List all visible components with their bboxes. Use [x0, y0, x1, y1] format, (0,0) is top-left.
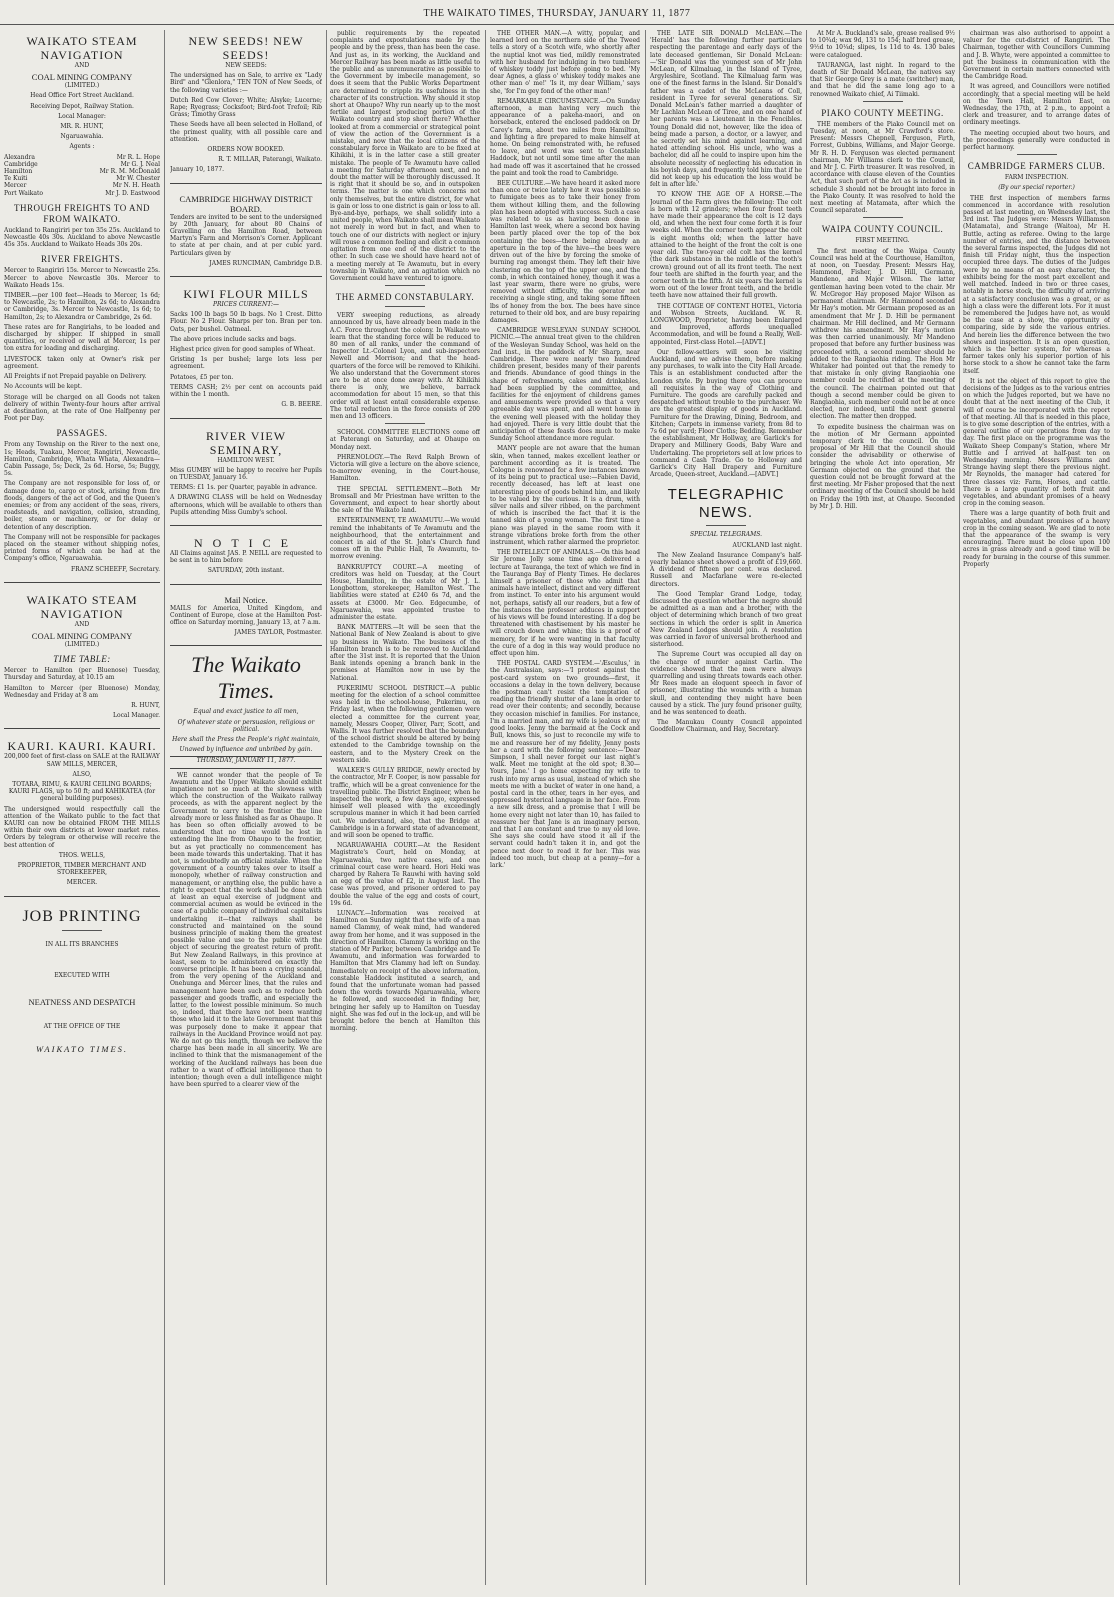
- seeds-title: NEW SEEDS! NEW SEEDS!: [188, 34, 304, 62]
- farm-subheading: FARM INSPECTION.: [1004, 174, 1069, 182]
- telegram-item: The Good Templar Grand Lodge, today, discussed the question whether the negro should be admitted as a man and a brother, with the object of determining which branch of two great sections in which the order is split in America New Zealand Lodges should join. A resolution was carried in favor of universal brotherhood and sisterhood.: [650, 590, 802, 649]
- kiwi-note: The above prices include sacks and bags.: [170, 335, 297, 343]
- editorial-text: WE cannot wonder that the people of Te Awamutu and the Upper Waikato should exhibit impatience not so much at the slowness with which the construction of the Waikato railway proceeds, as with the apparent neglect by the Government to carry to the frontier the line already more or less finished as far as Ohaupo. It has been so often officially avowed to be understood that no time would be lost in extending the line from Ohaupo to the frontier, but as yet practically no commencement has been made towards this undertaking. That it has not, is undoubtedly an official mistake. When the government of a country takes over to itself a monopoly, whether of railway construction and management, or anything else, the public have a right to expect that the work shall be done with at least an equal exercise of judgment and commercial acumen as would be evinced in the case of a public company of individual capitalists undertaking it—that railways shall be constructed and maintained on the sound business principle of making them the greatest possible value and use to the public with the object of securing the greatest return of profit. But New Zealand Railways, in this province at least, seem to be administered on exactly the converse principle. It has been a crying scandal, from the very opening of the Auckland and Onehunga and Mercer lines, that the rules and management have been such as to reduce both passenger and goods traffic, and especially the latter, to the lowest possible minimum. So much so, indeed, that there have not been wanting those who laid it to the late Government that this was purposely done to make it appear that railways in the Auckland Province would not pay. We do not go this length, though we believe the charge has been made in all sincerity. We are inclined to think that the mismanagement of the working of the Auckland railways has been due rather to a want of official intelligence than to intention; though even a dull intelligence might have been spurred to a clearer view of the: [170, 771, 322, 1089]
- article-text: To expedite business the chairman was on the motion of Mr Germann appointed temporary clerk to the council. On the proposal of Mr Hill that the Council should consider the advisability or otherwise of bringing the whole Act into operation, Mr Germann objected on the ground that the question could not be brought forward at the first meeting. Mr Fisher proposed that the next ordinary meeting of the Council should be held on Friday the 19th inst, at Ohaupo. Seconded by Mr J. D. Hill.: [810, 423, 955, 510]
- local-news-item: BANKRUPTCY COURT.—A meeting of creditors was held on Tuesday, at the Court House, Hamilton, in the estate of Mr J. L. Longbottom, storekeeper, Hamilton West. The liabilities were stated at £240 6s 7d, and the assets at £3000. Mr Geo. Edgecumbe, of Ngaruawahia, was appointed trustee to administer the estate.: [330, 563, 480, 622]
- kiwi-price-table: Sacks 100 lb bags 50 lb bags. No 1 Crest. Ditto Flour. No 2 Flour. Sharps per ton. Bran per ton. Oats, per bushel. Oatmeal.: [170, 311, 322, 333]
- kauri-ad: [4, 735, 160, 896]
- fares-heading: THROUGH FREIGHTS TO AND FROM WAIKATO.: [14, 202, 150, 224]
- fares-text: Auckland to Rangiriri per ton 35s 25s. Auckland to Newcastle 40s 30s. Auckland to above Newcastle 45s 35s. Auckland to Waikato Heads 30s 20s.: [4, 226, 160, 249]
- kiwi-prices-heading: PRICES CURRENT:—: [212, 301, 280, 309]
- column-rule: [806, 30, 807, 1585]
- kiwi-note: Potatoes, £5 per ton.: [170, 373, 234, 381]
- article-text: THE members of the Piako Council met on Tuesday, at noon, at Mr Crawford's store. Present: Messrs Chepnell, Ferguson, Firth, Forrest, Gubbins, Williams, and Major George. Mr R. H. D. Ferguson was elected permanent chairman, Mr Williams clerk to the Council, and Mr J. C. Firth treasurer. It was resolved, in accordance with clause eleven of the Counties Act, that such part of the Act as is included in schedule 3 should not be brought into force in the Piako County. It was resolved to hold the next meeting at Matamata, after which the Council separated.: [810, 120, 955, 215]
- note-text: Storage will be charged on all Goods not taken delivery of within Twenty-four hours after arrival at destination, at the rate of One Halfpenny per Foot per Day.: [4, 393, 160, 423]
- divider: [863, 217, 903, 218]
- divider: [385, 285, 425, 286]
- kauri-subtitle: 200,000 feet of first-class on SALE at the RAILWAY SAW MILLS, MERCER,: [4, 753, 160, 768]
- local-news-item: THE SPECIAL SETTLEMENT.—Both Mr Bromsall and Mr Priestman have written to the Government, and expect to hear shortly about the sale of the Waikato land.: [330, 485, 480, 515]
- article-text: The meeting occupied about two hours, and the proceedings generally were conducted in perfect harmony.: [963, 129, 1110, 152]
- riverview-title: RIVER VIEW SEMINARY,: [205, 428, 287, 457]
- kiwi-note: Gristing 1s per bushel; large lots less per agreement.: [170, 356, 322, 371]
- local-news-item: SCHOOL COMMITTEE ELECTIONS come off at Paterangi on Saturday, and at Ohaupo on Monday next.: [330, 429, 480, 451]
- notice-date: SATURDAY, 20th instant.: [207, 567, 285, 575]
- masthead-rule: [0, 24, 1114, 25]
- river-text: Mercer to Rangiriri 15s. Mercer to Newcastle 25s. Mercer to above Newcastle 30s. Mercer to Waikato Heads 15s.: [4, 267, 160, 289]
- column-rule: [645, 30, 646, 1585]
- manager-name: MR. R. HUNT,: [60, 123, 104, 131]
- article-text: It is not the object of this report to give the decisions of the Judges as to the various entries on which the Judges reported, but we have no doubt that at the next meeting of the Club, it will of course be incorporated with the report of that meeting. All that is needed in this place, is to give some description of the entries, with a general outline of our operations from day to day. The first place on the programme was the Waikato Sheep Company's Station, where Mr Buttle and I arrived at half-past ten on Wednesday morning. Messrs Williams and Strange having slept there the previous night. Mr Reynolds, the manager had catered for three classes viz: Farm, Horses, and cattle. There is a large quantity of both fruit and vegetables, and abundant promises of a heavy crop in the coming season.: [963, 377, 1110, 508]
- agents-label: Agents :: [69, 143, 95, 151]
- agent-row: Hamilton Mr R. M. McDonald: [4, 168, 160, 176]
- armed-constabulary-heading: THE ARMED CONSTABULARY.: [335, 292, 475, 303]
- seeds-list: Dutch Red Cow Clover; White; Alsyke; Lucerne; Rape; Ryegrass; Cocksfoot; Bird-foot Trefoil; Rib Grass; Timothy Grass: [170, 96, 322, 119]
- job-printing-title: JOB PRINTING: [22, 907, 142, 925]
- riverview-text: Miss GUMBY will be happy to receive her Pupils on TUESDAY, January 16.: [170, 466, 322, 481]
- agent-row: Te Kuiti Mr W. Chester: [4, 175, 160, 183]
- news-item: MANY people are not aware that the human skin, when tanned, makes excellent leather or parchment according as it is treated. The Cologne is renowned for a few instances known of its being put to practical use:—Fabien David, recently deceased, has left at least one interesting piece of goods behind him, and likely to be valued by the curious. It is a drum, with silver nails and silver ribbed, on the parchment of which is inscribed the fact that it is the tanned skin of a young woman. The first time a piano was played in the same room with it strange vibrations broke forth from the other instrument, which rather alarmed the proprietor.: [490, 445, 640, 547]
- ad-title: WAIKATO STEAM NAVIGATION: [26, 592, 138, 621]
- column-rule: [485, 30, 486, 1585]
- column-rule: [326, 30, 327, 1585]
- news-item: CAMBRIDGE WESLEYAN SUNDAY SCHOOL PICNIC.—The annual treat given to the children of the Wesleyan Sunday School, was held on the 2nd inst., in the paddock of Mr Sharp, near Cambridge. There were nearly two hundred children present, besides many of their parents and friends. Abundance of good things in the shape of refreshments, cakes and drinkables, had been supplied by the committee, and facilities for the enjoyment of childrens games and amusements were provided so that a very agreeable day was spent, and all went home in the evening well pleased with the holiday they had enjoyed. There is very little doubt that the anticipation of these feasts does much to make Sunday School attendance more regular.: [490, 327, 640, 443]
- news-item: BEE CULTURE.—We have heard it asked more than once or twice lately how it was possible so to fumigate bees as to take their honey from them without killing them, and the following plan has been adopted with success. Such a case was related to us as having been done in Hamilton last week, where a second box having been partly placed over the top of the box containing the bees—there being already an aperture in the top of the hive—the bees were driven out of the hive by forcing the smoke of burning rag amongst them. They left their hive clustering on the top of the upper one, and the comb, in which contained honey, though it was a last year swarm, there were no grubs, were removed without difficulty, the operator not receiving a single sting, and taking some fifteen lbs of honey from the box. The bees have since returned to their old box, and are busy repairing damages.: [490, 180, 640, 324]
- seeds-date: January 10, 1877.: [170, 166, 225, 174]
- timetable-sign: Local Manager.: [112, 712, 160, 720]
- local-news-item: NGARUAWAHIA COURT.—At the Resident Magistrate's Court, held on Monday, at Ngaruawahia, two native cases, and one criminal court case were heard. Hori Heki was charged by Rahera Te Rauwhi with having sold an egg of the value of £2, in August last. The case was proved, and prisoner ordered to pay double the value of the egg and costs of court, 19s 6d.: [330, 842, 480, 907]
- dateline-box: [170, 756, 322, 768]
- company-note: The Company will not be responsible for packages placed on the steamer without shipping notes, printed forms of which can be had at the Company's office, Ngaruawahia.: [4, 533, 160, 563]
- motto: Here shall the Press the People's right maintain,: [172, 735, 320, 743]
- news-item: THE INTELLECT OF ANIMALS.—On this head Sir Jerome Jolly some time ago delivered a lecture at Tauranga, the text of which we find in the Tauranga Bay of Plenty Times. He declares himself a prisoner of those who admit that animals have intellect, distinct and very different from instinct. To enter into his argument would not, perhaps, satisfy all our readers, but a few of the instances the professor adduces in support of his views will be found interesting. If a dog be threatened with chastisement by his master he will crouch down and whine; this is a proof of memory, for if he were wanting in that faculty the cure of a dog in this way would produce no effect upon him.: [490, 549, 640, 658]
- column-2: [170, 30, 322, 1585]
- masthead: THE WAIKATO TIMES, THURSDAY, JANUARY 11, 1877: [423, 8, 691, 19]
- column-7: [963, 30, 1110, 1585]
- note-text: All Freights if not Prepaid payable on Delivery.: [4, 373, 147, 381]
- article-text: It was agreed, and Councillors were notified accordingly, that a special meeting will be held on the Town Hall, Hamilton East, on Wednesday, the 17th, at 2 p.m., to appoint a clerk and treasurer, and to arrange dates of ordinary meetings.: [963, 83, 1110, 127]
- divider: [385, 423, 425, 424]
- notice-text: All Claims against JAS. P. NEILL are requested to be sent in to him before: [170, 549, 322, 565]
- news-item: THE POSTAL CARD SYSTEM.—'Æsculus,' in the Australasian, says:—'I protest against the post-card system on two grounds—first, it occasions a delay in the town delivery, because the postman can't resist the temptation of reading the friendly shutter of a lane in order to read over their contents; and secondly, because they occasion mischief in families. For instance, I'm a married man, and my wife is jealous of my good looks. Jenny the barmaid at the Cock and Bull, knows this, so just to reconcile my wife to me and reassure her of my fidelity, Jenny posts her a card with the following sentence:—'Dear Simpson, I shall never forget our last night's walk. Meet me tonight at the old spot; 8.30—Yours, Jane.' I go home expecting my wife to rush into my arms as usual, instead of which she meets me with a bucket of water in one hand, a postal card in the other, tears in her eyes, and oppressed hysterical language in her face. From a new silk dress, and a promise that I will be home every night not later than 10, has failed to reassure her that Jane is an imaginary person, and that I am constant and true to my old love. She says she could have stood it all if the servant could hadn't taken it in, and got the pence next door to read it for her. This was indeed too much, but cheap at a penny—for a lark.': [490, 660, 640, 869]
- mail-notice-ad: [170, 591, 322, 647]
- waipa-heading: WAIPA COUNTY COUNCIL.: [821, 224, 944, 235]
- highway-board-ad: [170, 190, 322, 277]
- notice-ad: [170, 532, 322, 585]
- highway-text: Tenders are invited to be sent to the undersigned by 20th January, for about 80 Chains of Gravelling on the Hamilton Road, between Martyn's Farm and Morrison's Corner. Applicant to state at per chain, and at per cubic yard. Particulars given by: [170, 213, 322, 257]
- news-item: TO KNOW THE AGE OF A HORSE.—The Journal of the Farm gives the following: The colt is born with 12 grinders; when four front teeth have made their appearance the colt is 12 days old, and when the next four come forth it is four weeks old. When the corner teeth appear the colt is eight months old; when the latter have attained to the height of the front the colt is one year old. The two-year old colt has the kernel (the dark substance in the middle of the tooth's crown) ground out of all its front teeth. The next four teeth are shifted in the fourth year, and the corner teeth in the fifth. At six years the kernel is worn out of the lower front teeth, and the bridle teeth have now attained their full growth.: [650, 191, 802, 300]
- local-news-item: PUKERIMU SCHOOL DISTRICT.—A public meeting for the election of a school committee was held in the school-house, Pukerimu, on Friday last, when the following gentlemen were elected a committee for the current year, namely, Messrs Cooper, Oliver, Parr, Scott, and Wallis. It was further resolved that the boundary of the school district should be altered by being extended to the Cambridge township on the eastern, and to the Mystery Creek on the western side.: [330, 684, 480, 764]
- timetable-row: Hamilton to Mercer (per Bluenose) Monday, Wednesday and Friday at 8 am: [4, 684, 160, 699]
- riverview-text: TERMS: £1 1s. per Quarter, payable in advance.: [170, 484, 318, 492]
- divider: [62, 930, 102, 931]
- timetable-heading: TIME TABLE:: [53, 654, 111, 665]
- kiwi-flour-ad: [170, 283, 322, 418]
- column-3: [330, 30, 480, 1585]
- local-news-item: WALKER'S GULLY BRIDGE, newly erected by the contractor, Mr F. Cooper, is now passable for traffic, which will be a great convenience for the travelling public. The District Engineer, when he inspected the work, a few days ago, expressed himself well pleased with the exceedingly scrupulous manner in which it had been carried out. We understand, also, that the Bridge at Cambridge is in a forward state of advancement, and will soon be opened to traffic.: [330, 767, 480, 839]
- telegram-item: TAURANGA, last night. In regard to the death of Sir Donald McLean, the natives say that Sir George Grey is a mate (switcher) man, and that he did the same long ago to a renowned Waikato chief, Ai Tiimaki.: [810, 61, 955, 98]
- motto: Unawed by influence and unbribed by gain.: [179, 746, 313, 754]
- job-text: EXECUTED WITH: [54, 971, 110, 979]
- mail-sign: JAMES TAYLOR, Postmaster.: [234, 629, 322, 637]
- job-printing-ad: [4, 903, 160, 1065]
- highway-title: CAMBRIDGE HIGHWAY DISTRICT BOARD.: [179, 193, 313, 214]
- secretary-sign: FRANZ SCHEEFF, Secretary.: [70, 565, 160, 573]
- article-text: The first meeting of the Waipa County Council was held at the Courthouse, Hamilton, at noon, on Tuesday. Present: Messrs Hay, Hammond, Fisher, J. D. Hill, Germann, Mandeno, and Major Wilson. The latter gentleman having been voted to the chair. Mr W. McGregor Hay proposed Major Wilson as permanent chairman. Mr Hammond seconded Mr Hay's motion. Mr Germann proposed as an amendment that Mr J. D. Hill be permanent chairman. Mr Hill declined, and Mr Germann withdrew his amendment. Mr Hay's motion was then carried unanimously. Mr Mandeno proposed that before any further business was proceeded with, a second member should be added to the Rangiaohia riding. The Hon Mr Whitaker had pointed out that the remedy to that mistake in only giving Rangiaohia one member could be rectified at the meeting of the council. The chairman pointed out that though a second member could be given to Rangiaohia, such member could not be at once elected, nor indeed, until the next general election. The matter then dropped.: [810, 247, 955, 421]
- job-text: IN ALL ITS BRANCHES: [45, 940, 119, 948]
- column-6: [810, 30, 955, 1585]
- telegrams-subheading: SPECIAL TELEGRAMS.: [689, 531, 763, 539]
- column-5: [650, 30, 802, 1585]
- steam-navigation-ad: [4, 30, 160, 583]
- note-text: These rates are for Rangiriahs, to be loaded and discharged by shipper. If shipped in small quantities, or received or well at Mercer, 1s per ton extra for loading and discharging.: [4, 323, 160, 353]
- agent-row: Alexandra Mr R. L. Hope: [4, 153, 160, 161]
- ad-text: Ngaruawahia.: [60, 133, 104, 141]
- waipa-subheading: FIRST MEETING.: [855, 237, 910, 245]
- column-4: [490, 30, 640, 1585]
- telegram-place: AUCKLAND last night.: [732, 541, 802, 549]
- piako-heading: PIAKO COUNTY MEETING.: [821, 107, 944, 118]
- ad-limited: (LIMITED.): [64, 82, 100, 90]
- article-text: VERY sweeping reductions, as already announced by us, have already been made in the A.C. Force throughout the colony. In Waikato we learn that the standing force will be reduced to 80 men of all ranks, under the command of Inspector Lt.-Colonel Lyon, and sub-inspectors Newell and Morrison; and that the head-quarters of the force will be removed to Kihikihi. We also understand that the Government stores are to be at once done away with. At Kihikihi there is only, we believe, barrack accommodation for about 15 men, so that this order will at least entail considerable expense. The total reduction in the force consists of 200 men and 13 officers.: [330, 312, 480, 420]
- divider: [706, 525, 746, 526]
- divider: [1017, 154, 1057, 155]
- agent-row: Port Waikato Mr J. D. Eastwood: [4, 189, 160, 197]
- job-text: AT THE OFFICE OF THE: [43, 1023, 121, 1031]
- ad-text: Head Office Fort Street Auckland.: [30, 92, 134, 100]
- note-text: No Accounts will be kept.: [4, 383, 83, 391]
- seeds-sign: R. T. MILLAR, Paterangi, Waikato.: [218, 156, 322, 164]
- farm-note: (By our special reporter.): [998, 184, 1075, 192]
- motto: Of whatever state or persuasion, religious or political.: [177, 718, 315, 733]
- kauri-sign: MERCER.: [66, 879, 98, 887]
- ad-text: Local Manager:: [58, 112, 106, 120]
- divider: [863, 101, 903, 102]
- passages-heading: PASSAGES.: [56, 428, 108, 439]
- seeds-subtitle: NEW SEEDS:: [225, 62, 267, 69]
- ad-limited: (LIMITED.): [64, 640, 100, 648]
- agent-row: Cambridge Mr G. J. Neal: [4, 160, 160, 168]
- article-text: THE first inspection of members farms commenced in accordance with resolution passed at last meeting, on Wednesday last, the 3rd inst. The Judges were: Messrs Williamson (Matamata), and Strange (Waitoa), Mr H. Buttle, acting as referee. Owing to the large number of entries, and the distance between the several farms inspected, the Judges did not finish till Friday night, thus the inspection occupied three days. The duties of the Judges were by no means of an easy character, the exhibits being for the most part excellent and well matched. Indeed in two or three cases, notably in horse stock, the difficulty of arriving at a satisfactory conclusion was a great, or as high a class were the different lots. For it must be remembered the Judges have not, as would be the case at a show, the opportunity of comparing, side by side the various entries. And herein lies the difference between the two shows and inspection. It is an open question, which is the better system, for whereas a farmer takes only his superior portion of his horse stock to a show he cannot take the farm itself.: [963, 194, 1110, 375]
- riverview-seminary-ad: [170, 425, 322, 526]
- kauri-sign: THOS. WELLS,: [58, 851, 106, 859]
- kauri-text: TOTARA, RIMU, & KAURI CEILING BOARDS; KAURI FLAGS, up to 50 ft; and KAHIKATEA (for general building purposes).: [8, 781, 156, 803]
- kauri-text: The undersigned would respectfully call the attention of the Waikato public to the fact that KAURI can now be obtained FROM THE MILLS within their own districts at lower market rates. Orders by telegram or otherwise will receive the best attention of: [4, 805, 160, 849]
- divider: [385, 306, 425, 307]
- kauri-also: ALSO,: [72, 770, 92, 778]
- kiwi-title: KIWI FLOUR MILLS: [183, 287, 309, 302]
- kiwi-note: Highest price given for good samples of Wheat.: [170, 346, 316, 354]
- job-neatness: NEATNESS AND DESPATCH: [28, 997, 136, 1008]
- passages-text: From any Township on the River to the next one, 1s; Heads, Tuakau, Mercer, Rangiriri, Newcastle, Hamilton, Cambridge, Whata Whata, Alexandra—Cabin Passage, 5s; Deck, 2s 6d. Horse, 5s; Buggy, 5s.: [4, 441, 160, 478]
- news-item: THE OTHER MAN.—A witty, popular, and learned lord on the northern side of the Tweed tells a story of a Scotch wife, who shortly after the nuptial knot was tied, mildly remonstrated with her husband for indulging in two tumblers of whiskey toddy just before going to bed. 'My dear Agnes, a glass o' whiskey toddy makes ane other man o' me!' 'Is it, my dear William,' says she, 'for I'm gey fond of the other man!': [490, 30, 640, 95]
- company-note: The Company are not responsible for loss of, or damage done to, cargo or stock, arising from fire floods, dangers of the act of God, and the Queen's enemies; or from any accident of the seas, rivers, roadsteads, and navigation, collision, stranding, boiler, steam or machinery, or for delay or detention of any description.: [4, 480, 160, 531]
- editorial-text: public requirements by the repeated complaints and expostulations made by the people and by the press, than has been the case. And just as, in its working, the Auckland and Mercer Railway has been made as little useful to the public and as unremunerative as possible to the Government by imbecile management, so does it seem that the Public Works Department are determined to cripple its usefulness in the character of its construction. Why should it stop short at Ohaupo? Why run nearly up to the most fertile and largest producing portion of the Waikato country and stop short there? Whether looked at from a commercial or strategical point of view the action of the Government is a mistake, and now that the local citizens of the constabulary force in Waikato are to be fixed at Kihikihi, it is in the latter case a still greater mistake. The people of Te Awamutu have called a meeting for Saturday afternoon next, and no doubt the matter will be thoroughly discussed. It is right that it should be so, and in outspoken terms. The matter is one which concerns not only themselves, but the entire district, for what is gain or loss to one district is gain or loss to all. Bye-and-bye, perhaps, we shall solidify into a united people, when Waikato shall mean Waikato not merely in word but in fact, and when to touch one of our districts with neglect or injury will rouse a common feeling and elicit a common agitation from one end of the district to the other. In such case we should have heard not of a meeting merely at Te Awamutu, but in every township in Waikato, and an agitation which no Government could have ventured to ignore.: [330, 30, 480, 282]
- job-paper: WAIKATO TIMES.: [35, 1044, 129, 1055]
- steam-navigation-timetable-ad: [4, 589, 160, 730]
- news-item: Our fellow-settlers will soon be visiting Auckland, and we advise them, before making any purchases, to walk into the City Hall Arcade. This is an establishment conducted after the London style. By buying there you can procure all requisites in the way of Clothing and Furniture. The goods are carefully packed and despatched without trouble to the purchaser. We are the greatest display of goods in Auckland. Furniture for the Drawing, Dining, Bedroom, and Kitchen; Carpets in immense variety, from 8d to 7s 6d per yard; Floor Cloths; Bedding. Remember the establishment, Mr Hollway, are Garlick's for Drapery and Millinery Goods, Baby Ware and Undertaking. The proprietors sell at low prices to command a Cash Trade. Go to Holloway and Garlick's City Hall Drapery and Furniture Arcade, Queen-street, Auckland.—[ADVT.]: [650, 348, 802, 479]
- seeds-orders: ORDERS NOW BOOKED.: [207, 146, 285, 154]
- local-news-item: ENTERTAINMENT, TE AWAMUTU.—We would remind the inhabitants of Te Awamutu and the neighbourhood, that the entertainment and concert in aid of the St. John's Church fund comes off in the Public Hall, Te Awamutu, to-morrow evening.: [330, 517, 480, 561]
- ad-subtitle: COAL MINING COMPANY: [31, 72, 133, 83]
- ad-and: AND: [74, 620, 90, 628]
- farmers-club-heading: CAMBRIDGE FARMERS CLUB.: [967, 161, 1106, 172]
- local-news-item: PHRENOLOGY.—The Revd Ralph Brown of Victoria will give a lecture on the above science, to-morrow evening, in the Court-house, Hamilton.: [330, 453, 480, 483]
- notice-title: NOTICE: [194, 535, 298, 550]
- mail-text: MAILS for America, United Kingdom, and Continent of Europe, close at the Hamilton Post-office on Saturday morning, January 13, at 7 a.m.: [170, 604, 322, 626]
- column-rule: [164, 30, 165, 1585]
- ad-text: Receiving Depot, Railway Station.: [30, 102, 134, 110]
- news-item: REMARKABLE CIRCUMSTANCE.—On Sunday afternoon, a man having very much the appearance of a pakeha-maori, and on horseback, entered the enclosed paddock on Dr Carey's farm, about two miles from Hamilton, and lighting a fire prepared to make himself at home. On being remonstrated with, he refused to leave, and word was sent to Constable Haddock, but not until some time after the man had made off was it ascertained that he crossed the paint and took the road to Cambridge.: [490, 97, 640, 177]
- telegram-item: The New Zealand Insurance Company's half-yearly balance sheet showed a profit of £19,660. A dividend of fifteen per cent. was declared. Russell and Macfarlane were re-elected directors.: [650, 551, 802, 588]
- timetable-row: Mercer to Hamilton (per Bluenose) Tuesday, Thursday and Saturday, at 10.15 am: [4, 667, 160, 682]
- riverview-text: A DRAWING CLASS will be held on Wednesday afternoons, which will be available to others than Pupils attending Miss Gumby's school.: [170, 494, 322, 516]
- column-rule: [959, 30, 960, 1585]
- agent-row: Mercer Mr N. H. Heath: [4, 182, 160, 190]
- kiwi-note: TERMS CASH; 2½ per cent on accounts paid within the 1 month.: [170, 383, 322, 399]
- news-item: THE COTTAGE OF CONTENT HOTEL, Victoria and Wobson Streets, Auckland. W. R. LONGWOOD, Proprietor, having been Enlarged and Improved, affords unequalled Accommodation, and will be found a Really, Well-appointed, First-class Hotel.—[ADVT.]: [650, 302, 802, 346]
- kauri-sign: PROPRIETOR, TIMBER MERCHANT AND STOREKEEPER,: [17, 862, 147, 877]
- riverview-place: HAMILTON WEST.: [217, 456, 275, 464]
- telegram-item: The Manukau County Council appointed Goodfellow Chairman, and Hay, Secretary.: [650, 719, 802, 734]
- seeds-intro: The undersigned has on Sale, to arrive ex "Lady Bird" and "Glenlora," TEN TON of New Seeds, of the following varieties :—: [170, 72, 322, 94]
- telegram-item: The Supreme Court was occupied all day on the charge of murder against Carlin. The evidence showed that the men were always quarrelling and using threats towards each other. Mr Rees made an eloquent speech in favor of prisoner, illustrating the wounds with a human skull, and contending they might have been caused by a stick. The jury found prisoner guilty, and he was sentenced to death.: [650, 651, 802, 717]
- dateline: THURSDAY, JANUARY 11, 1877.: [196, 757, 296, 765]
- river-freights-heading: RIVER FREIGHTS.: [40, 254, 123, 265]
- local-news-item: LUNACY.—Information was received at Hamilton on Sunday night that the wife of a man named Clammy, of weak mind, had wandered away from her home, and it was supposed in the direction of Hamilton. Clammy is working on the station of Mr Parker, between Cambridge and Te Awamutu, and information was forwarded to Hamilton that Mrs Clammy had left on Sunday. Immediately on receipt of the above information, constable Haddock instituted a search, and found that the unfortunate woman had passed down the words towards Ngaruawahia, where he followed, and succeeded in finding her, bringing her safely up to Hamilton on Tuesday night. She was fed out in the lock-up, and will be brought before the bench at Hamilton this morning.: [330, 909, 480, 1033]
- motto: Equal and exact justice to all men,: [193, 708, 299, 716]
- kauri-title: KAURI. KAURI. KAURI.: [7, 739, 157, 754]
- seeds-ad: [170, 30, 322, 184]
- article-text: chairman was also authorised to appoint a valuer for the cut-district of Rangiriri. The Chairman, together with Councillors Cumming and J. B. Whyte, were appointed a committee to put the business in communication with the Government in certain matters connected with the Cambridge Road.: [963, 30, 1110, 81]
- ad-subtitle: COAL MINING COMPANY: [31, 630, 133, 641]
- telegraphic-news-heading: TELEGRAPHIC NEWS.: [667, 486, 785, 522]
- timber-text: TIMBER.—per 100 feet—Heads to Mercer, 1s 6d; to Newcastle, 2s; to Hamilton, 2s 6d; to Alexandra or Cambridge, 3s. Mercer to Newcastle, 1s 6d; to Hamilton, 2s; to Alexandra or Cambridge, 2s 6d.: [4, 292, 160, 321]
- local-news-item: BANK MATTERS.—It will be seen that the National Bank of New Zealand is about to give up business in Waikato. The business of the Hamilton branch is to be removed to Auckland after the 31st inst. It is reported that the Union Bank intends opening a branch bank in the premises at Hamilton now in use by the National.: [330, 624, 480, 682]
- ad-and: AND: [74, 62, 90, 69]
- article-text: There was a large quantity of both fruit and vegetables, and abundant promises of a heavy crop in the coming season. We are glad to note that the appearance of the swamp is very encouraging. There must be close upon 100 acres in grass already and a good time will be ready for burning in the course of this summer. Properly: [963, 510, 1110, 568]
- paper-title: The Waikato Times.: [191, 652, 301, 704]
- telegram-item: At Mr A. Buckland's sale, grease realised 9½ to 10¾d; wax 9d, 131 to 154; half bred grease, 9½d to 10¼d; slipes, 1s 11d to 4s. 130 bales were catalogued.: [810, 30, 955, 59]
- agents-list: [4, 154, 160, 197]
- ad-title: WAIKATO STEAM NAVIGATION: [26, 34, 138, 62]
- kiwi-sign: G. B. BEERE.: [281, 401, 322, 409]
- mail-title: Mail Notice.: [224, 594, 268, 605]
- news-item: THE LATE SIR DONALD McLEAN.—The 'Herald' has the following further particulars respecting the parentage and early days of the late deceased gentleman, Sir Donald McLean:—'Sir Donald was the youngest son of Mr John McLean, of Kilmaluag, in the Island of Tyree, Argyleshire, Scotland. The Kilmaluag farm was one of the finest farms in the Island. Sir Donald's father was a cadet of the McLeans of Coll, resident in Tyree for several generations. Sir Donald McLean's father married a daughter of Mr Lachlan McLean of Tiree, and on one hand of her parents was a Lieutenant in the Fencibles. Young Donald did not, however, like the idea of being made a parson, a doctor, or a lawyer, and he secretly set his mind against learning, and hated attending school. His uncle, who was a bachelor, did all he could to inspire upon him the absolute necessity of neglecting his education in his boyish days, and frequently told him that if he did not keep up his education the loss would be felt in after life.': [650, 30, 802, 189]
- seeds-text: These Seeds have all been selected in Holland, of the primest quality, with all possible care and attention.: [170, 121, 322, 143]
- paper-nameplate: [170, 652, 322, 768]
- timetable-sign: R. HUNT,: [131, 701, 160, 709]
- highway-sign: JAMES RUNCIMAN, Cambridge D.B.: [209, 259, 322, 267]
- column-1: [4, 30, 160, 1585]
- note-text: LIVESTOCK taken only at Owner's risk per agreement.: [4, 355, 160, 370]
